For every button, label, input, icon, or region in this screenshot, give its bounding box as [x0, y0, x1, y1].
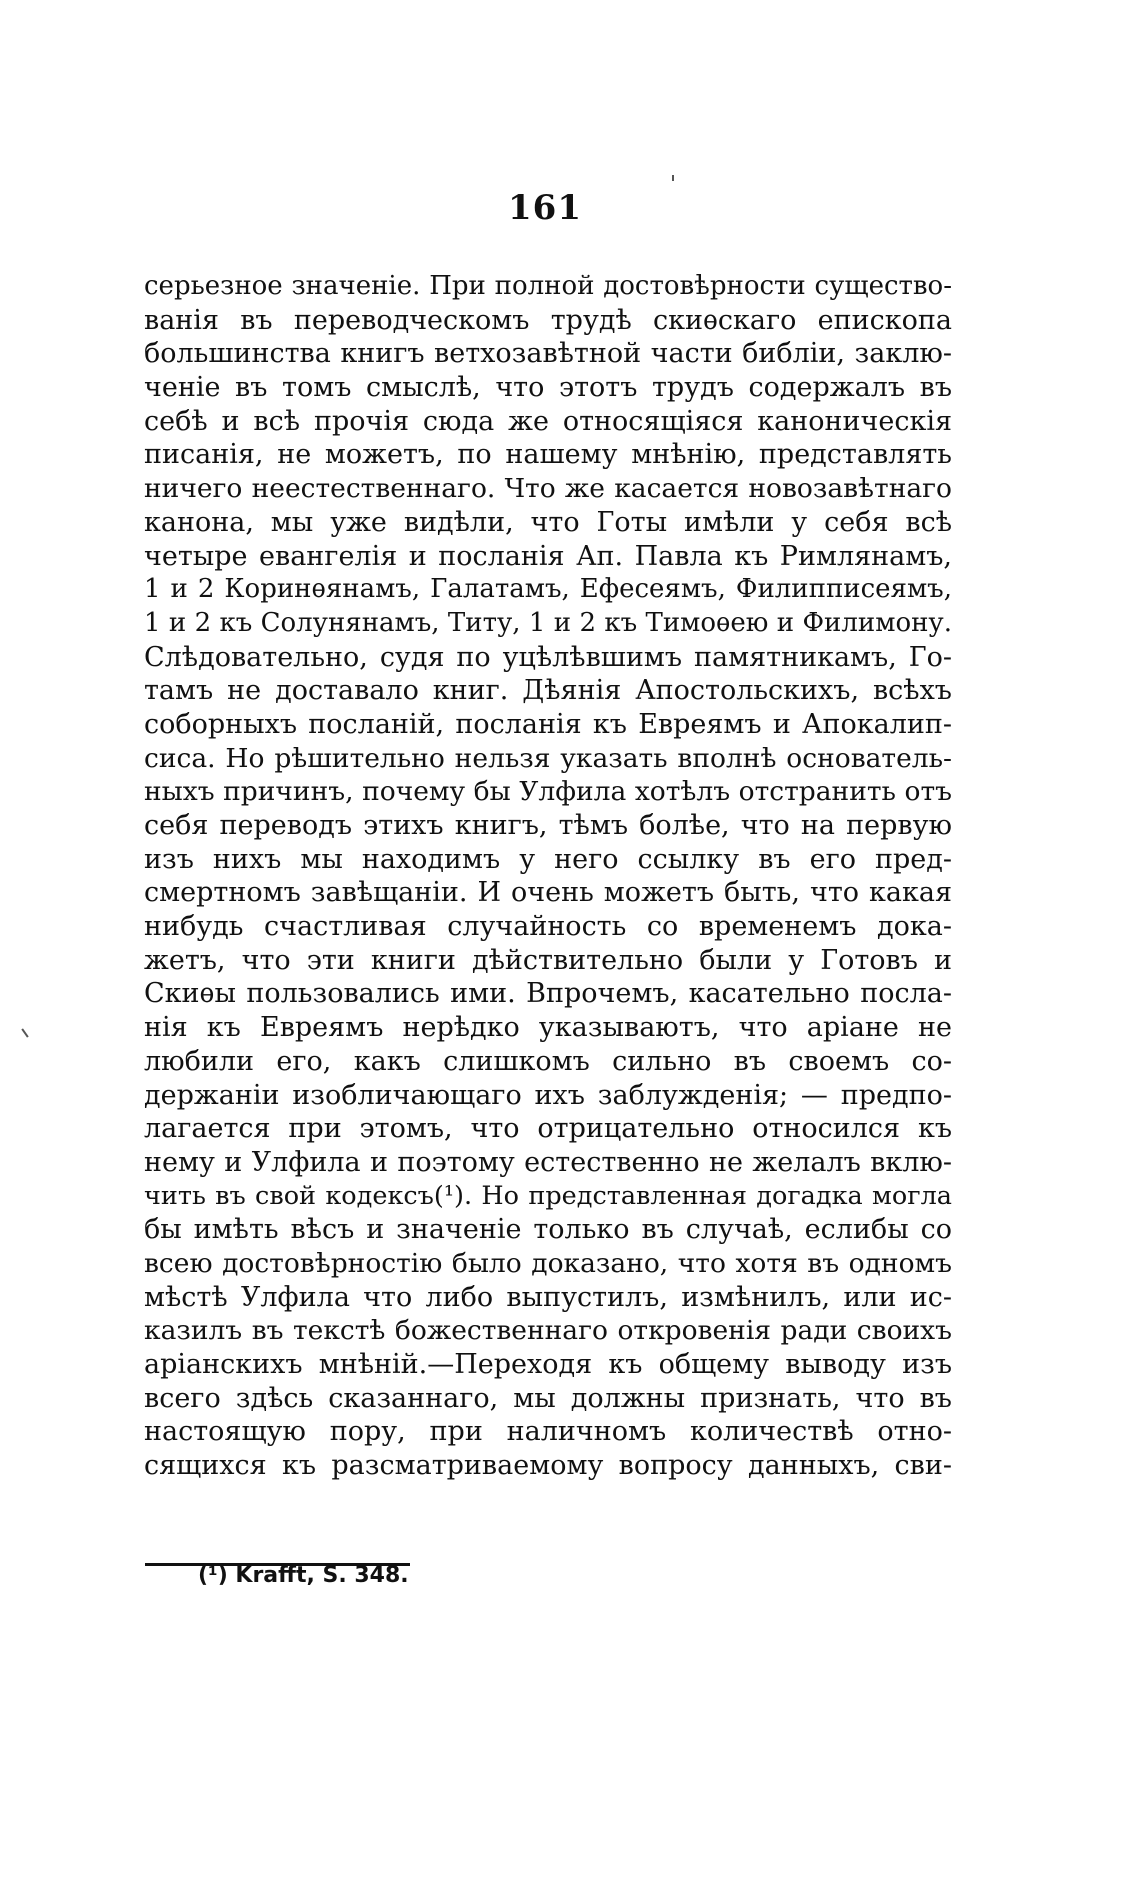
text-line: изъ нихъ мы находимъ у него ссылку въ его пред- — [144, 843, 952, 875]
text-line: сиса. Но рѣшительно нельзя указать вполнѣ основатель- — [144, 742, 952, 774]
text-line: себя переводъ этихъ книгъ, тѣмъ болѣе, что на первую — [144, 810, 952, 841]
text-line: канона, мы уже видѣли, что Готы имѣли у себя всѣ — [144, 506, 952, 538]
text-line: Скиѳы пользовались ими. Впрочемъ, касательно посла- — [144, 978, 952, 1010]
text-line: ныхъ причинъ, почему бы Улфила хотѣлъ отстранить отъ — [144, 776, 952, 808]
text-line: четыре евангелія и посланія Ап. Павла къ Римлянамъ, — [144, 540, 952, 572]
text-line: жетъ, что эти книги дѣйствительно были у Готовъ и — [144, 944, 952, 976]
text-line: любили его, какъ слишкомъ сильно въ своемъ со- — [144, 1045, 952, 1077]
text-line: настоящую пору, при наличномъ количествѣ отно- — [144, 1416, 952, 1448]
text-line: Слѣдовательно, судя по уцѣлѣвшимъ памятникамъ, Го- — [144, 641, 952, 673]
text-line: чить въ свой кодексъ(¹). Но представленная догадка могла — [144, 1180, 952, 1211]
text-line: 1 и 2 къ Солунянамъ, Титу, 1 и 2 къ Тимоѳею и Филимону. — [144, 607, 952, 638]
text-line: 1 и 2 Коринѳянамъ, Галатамъ, Ефесеямъ, Филипписеямъ, — [144, 574, 952, 605]
text-line: аріанскихъ мнѣній.—Переходя къ общему выводу изъ — [144, 1349, 952, 1380]
text-line: нія къ Евреямъ нерѣдко указываютъ, что аріане не — [144, 1012, 952, 1044]
text-line: ченіе въ томъ смыслѣ, что этотъ трудъ содержалъ въ — [144, 372, 952, 404]
page-number: 161 — [508, 188, 582, 228]
text-line: сящихся къ разсматриваемому вопросу данныхъ, сви- — [144, 1450, 952, 1482]
footnote: (¹) Krafft, S. 348. — [198, 1563, 409, 1588]
text-line: всего здѣсь сказаннаго, мы должны признать, что въ — [144, 1382, 952, 1414]
text-line: нибудь счастливая случайность со временемъ дока- — [144, 911, 952, 943]
text-line: всею достовѣрностію было доказано, что хотя въ одномъ — [144, 1247, 952, 1279]
text-line: серьезное значеніе. При полной достовѣрности существо- — [144, 271, 952, 301]
text-line: ванія въ переводческомъ трудѣ скиѳскаго епископа — [144, 304, 952, 336]
text-line: лагается при этомъ, что отрицательно относился къ — [144, 1113, 952, 1145]
text-line: нему и Улфила и поэтому естественно не желалъ вклю- — [144, 1146, 952, 1178]
text-line: тамъ не доставало книг. Дѣянія Апостольскихъ, всѣхъ — [144, 675, 952, 707]
text-line: смертномъ завѣщаніи. И очень можетъ быть, что какая — [144, 877, 952, 909]
text-line: держаніи изобличающаго ихъ заблужденія; — предпо- — [144, 1079, 952, 1111]
text-line: большинства книгъ ветхозавѣтной части библіи, заклю- — [144, 338, 952, 370]
text-line: ничего неестественнаго. Что же касается новозавѣтнаго — [144, 473, 952, 505]
text-line: себѣ и всѣ прочія сюда же относящіяся каноническія — [144, 405, 952, 437]
body-text — [144, 270, 952, 1483]
text-line: казилъ въ текстѣ божественнаго откровенія ради своихъ — [144, 1315, 952, 1347]
text-line: соборныхъ посланій, посланія къ Евреямъ и Апокалип- — [144, 708, 952, 740]
scan-speck — [672, 175, 674, 181]
text-line: писанія, не можетъ, по нашему мнѣнію, представлять — [144, 439, 952, 471]
text-line: мѣстѣ Улфила что либо выпустилъ, измѣнилъ, или ис- — [144, 1281, 952, 1313]
text-line: бы имѣть вѣсъ и значеніе только въ случаѣ, еслибы со — [144, 1214, 952, 1246]
scan-speck — [21, 1028, 28, 1037]
